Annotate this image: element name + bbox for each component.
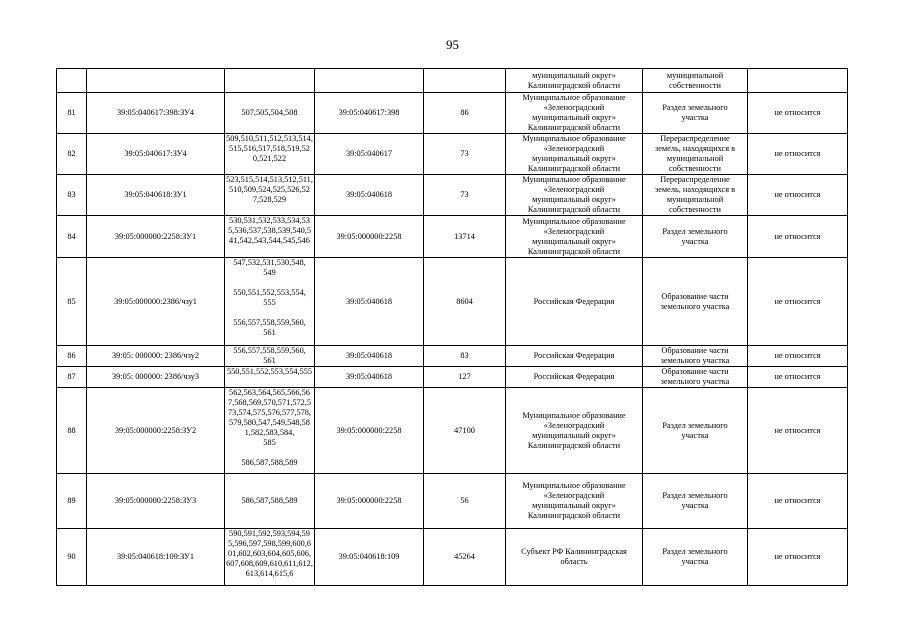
cell-points — [225, 69, 315, 93]
cell-owner: Муниципальное образование «Зеленоградский муниципальный округ» Калининградской области — [506, 216, 643, 258]
cell-method: Образование части земельного участка — [643, 258, 748, 346]
cell-relation: не относится — [748, 258, 848, 346]
cell-source: 39:05:040618 — [315, 346, 424, 367]
cell-area: 83 — [424, 346, 506, 367]
cell-relation: не относится — [748, 175, 848, 216]
cell-owner: Муниципальное образование «Зеленоградский муниципальный округ» Калининградской области — [506, 93, 643, 134]
cell-points: 523,515,514,513,512,511,510,509,524,525,526,527,528,529 — [225, 175, 315, 216]
table-row — [57, 93, 848, 134]
table-row — [57, 216, 848, 258]
cell-points: 590,591,592,593,594,595,596,597,598,599,600,601,602,603,604,605,606,607,608,609,610,611,612,613,614,615,6 — [225, 529, 315, 586]
cell-owner: Муниципальное образование «Зеленоградский муниципальный округ» Калининградской области — [506, 388, 643, 474]
cell-num: 87 — [57, 367, 87, 388]
table-row — [57, 134, 848, 175]
page-number: 95 — [446, 37, 459, 52]
cell-method: Раздел земельного участка — [643, 388, 748, 474]
cell-relation: не относится — [748, 474, 848, 529]
table-row — [57, 175, 848, 216]
cell-points: 562,563,564,565,566,567,568,569,570,571,572,573,574,575,576,577,578,579,580,547,549,548,581,582,583,584, 585 586,587,588,589 — [225, 388, 315, 474]
cell-num: 89 — [57, 474, 87, 529]
cell-points: 556,557,558,559,560, 561 — [225, 346, 315, 367]
table-row — [57, 258, 848, 346]
cell-relation: не относится — [748, 216, 848, 258]
cell-source — [315, 69, 424, 93]
cell-plot: 39:05:040618:ЗУ1 — [87, 175, 225, 216]
cell-area: 86 — [424, 93, 506, 134]
cell-points: 550,551,552,553,554,555 — [225, 367, 315, 388]
cell-area: 73 — [424, 175, 506, 216]
cell-source: 39:05:000000:2258 — [315, 474, 424, 529]
cell-num: 84 — [57, 216, 87, 258]
cell-plot: 39:05:000000:2386/чзу1 — [87, 258, 225, 346]
cell-plot — [87, 69, 225, 93]
cell-owner: Российская Федерация — [506, 258, 643, 346]
land-plots-table — [56, 68, 848, 586]
cell-points: 509,510,511,512,513,514,515,516,517,518,519,520,521,522 — [225, 134, 315, 175]
cell-plot: 39:05:040618:109:ЗУ1 — [87, 529, 225, 586]
table-row — [57, 529, 848, 586]
cell-owner: Муниципальное образование «Зеленоградский муниципальный округ» Калининградской области — [506, 175, 643, 216]
cell-plot: 39:05: 000000: 2386/чзу3 — [87, 367, 225, 388]
cell-owner: Российская Федерация — [506, 367, 643, 388]
cell-points: 586,587,588,589 — [225, 474, 315, 529]
cell-source: 39:05:040618 — [315, 175, 424, 216]
cell-relation: не относится — [748, 134, 848, 175]
cell-method: Перераспределение земель, находящихся в муниципальной собственности — [643, 175, 748, 216]
cell-plot: 39:05: 000000: 2386/чзу2 — [87, 346, 225, 367]
cell-num: 90 — [57, 529, 87, 586]
cell-relation: не относится — [748, 367, 848, 388]
cell-relation: не относится — [748, 529, 848, 586]
cell-plot: 39:05:000000:2258:ЗУ2 — [87, 388, 225, 474]
cell-area — [424, 69, 506, 93]
cell-num: 83 — [57, 175, 87, 216]
cell-method: Образование части земельного участка — [643, 346, 748, 367]
table-row — [57, 474, 848, 529]
cell-method: Раздел земельного участка — [643, 216, 748, 258]
cell-area: 73 — [424, 134, 506, 175]
cell-num: 85 — [57, 258, 87, 346]
cell-area: 45264 — [424, 529, 506, 586]
cell-source: 39:05:000000:2258 — [315, 388, 424, 474]
cell-source: 39:05:040617:398 — [315, 93, 424, 134]
cell-plot: 39:05:000000:2258:ЗУ1 — [87, 216, 225, 258]
cell-relation — [748, 69, 848, 93]
cell-area: 8604 — [424, 258, 506, 346]
cell-method: Образование части земельного участка — [643, 367, 748, 388]
cell-points: 507,505,504,508 — [225, 93, 315, 134]
table-row — [57, 346, 848, 367]
cell-num: 88 — [57, 388, 87, 474]
cell-area: 13714 — [424, 216, 506, 258]
table-body — [57, 69, 848, 586]
cell-num — [57, 69, 87, 93]
cell-method: Раздел земельного участка — [643, 529, 748, 586]
cell-plot: 39:05:040617:398:ЗУ4 — [87, 93, 225, 134]
cell-source: 39:05:040618 — [315, 258, 424, 346]
table-row — [57, 388, 848, 474]
cell-points: 530,531,532,533,534,535,536,537,538,539,540,541,542,543,544,545,546 — [225, 216, 315, 258]
cell-relation: не относится — [748, 93, 848, 134]
cell-method: Перераспределение земель, находящихся в муниципальной собственности — [643, 134, 748, 175]
cell-owner: муниципальный округ» Калининградской области — [506, 69, 643, 93]
cell-source: 39:05:040617 — [315, 134, 424, 175]
cell-owner: Субъект РФ Калининградская область — [506, 529, 643, 586]
cell-owner: Муниципальное образование «Зеленоградский муниципальный округ» Калининградской области — [506, 474, 643, 529]
cell-source: 39:05:040618 — [315, 367, 424, 388]
cell-num: 86 — [57, 346, 87, 367]
table-row — [57, 367, 848, 388]
cell-plot: 39:05:040617:ЗУ4 — [87, 134, 225, 175]
cell-area: 127 — [424, 367, 506, 388]
cell-source: 39:05:040618:109 — [315, 529, 424, 586]
cell-plot: 39:05:000000:2258:ЗУ3 — [87, 474, 225, 529]
cell-source: 39:05:000000:2258 — [315, 216, 424, 258]
cell-owner: Российская Федерация — [506, 346, 643, 367]
cell-owner: Муниципальное образование «Зеленоградский муниципальный округ» Калининградской области — [506, 134, 643, 175]
cell-num: 82 — [57, 134, 87, 175]
cell-area: 56 — [424, 474, 506, 529]
cell-num: 81 — [57, 93, 87, 134]
cell-relation: не относится — [748, 346, 848, 367]
cell-method: Раздел земельного участка — [643, 93, 748, 134]
cell-area: 47100 — [424, 388, 506, 474]
cell-points: 547,532,531,530,548, 549 550,551,552,553,554, 555 556,557,558,559,560, 561 — [225, 258, 315, 346]
cell-method: муниципальной собственности — [643, 69, 748, 93]
table-row-continuation — [57, 69, 848, 93]
cell-relation: не относится — [748, 388, 848, 474]
cell-method: Раздел земельного участка — [643, 474, 748, 529]
